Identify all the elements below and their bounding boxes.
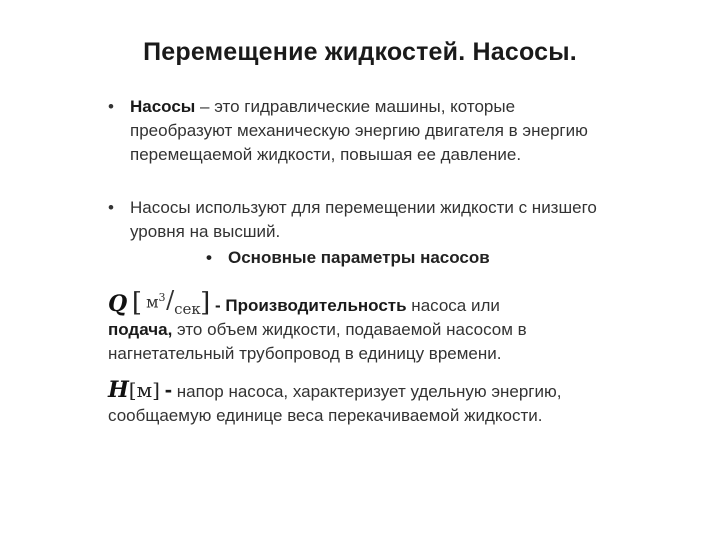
bullet-pumps-definition <box>108 95 600 167</box>
head-definition-text: напор насоса, характеризует удельную энергию, сообщаемую единице веса перекачиваемой жидкости. <box>108 382 562 425</box>
unit-denominator: сек <box>174 300 201 318</box>
term-supply: подача, <box>108 320 173 339</box>
right-bracket: ] <box>200 288 211 318</box>
bullet-marker: • <box>108 97 114 116</box>
productivity-suffix: насоса или <box>406 296 500 315</box>
pumps-usage-text: Насосы используют для перемещении жидкости с низшего уровня на высший. <box>130 198 597 241</box>
head-symbol: H <box>108 377 129 403</box>
term-productivity: Производительность <box>225 296 407 315</box>
head-dash: - <box>164 377 173 402</box>
head-paragraph <box>108 378 628 428</box>
pumps-definition-text: – это гидравлические машины, которые преобразуют механическую энергию двигателя в энергию перемещаемой жидкости, повышая ее давление. <box>130 97 588 164</box>
term-pumps: Насосы <box>130 97 196 116</box>
unit-numerator: $м^3$ <box>146 291 166 312</box>
fraction-slash: / <box>166 286 175 314</box>
bullet-marker: • <box>108 198 114 217</box>
bullet-marker: • <box>206 248 212 267</box>
flow-unit-fraction <box>142 286 201 318</box>
flow-definition-text: это объем жидкости, подаваемой насосом в нагнетательный трубопровод в единицу времени. <box>108 320 527 363</box>
bullet-main-parameters <box>206 246 588 270</box>
bullet-pumps-usage <box>108 196 600 244</box>
flow-rate-paragraph <box>108 286 628 366</box>
slide-title: Перемещение жидкостей. Насосы. <box>143 38 577 66</box>
flow-dash: - <box>214 296 221 315</box>
flow-symbol: Q <box>108 291 128 317</box>
left-bracket: [ <box>131 288 143 318</box>
head-unit: [м] <box>128 378 160 402</box>
main-parameters-heading: Основные параметры насосов <box>228 248 490 267</box>
